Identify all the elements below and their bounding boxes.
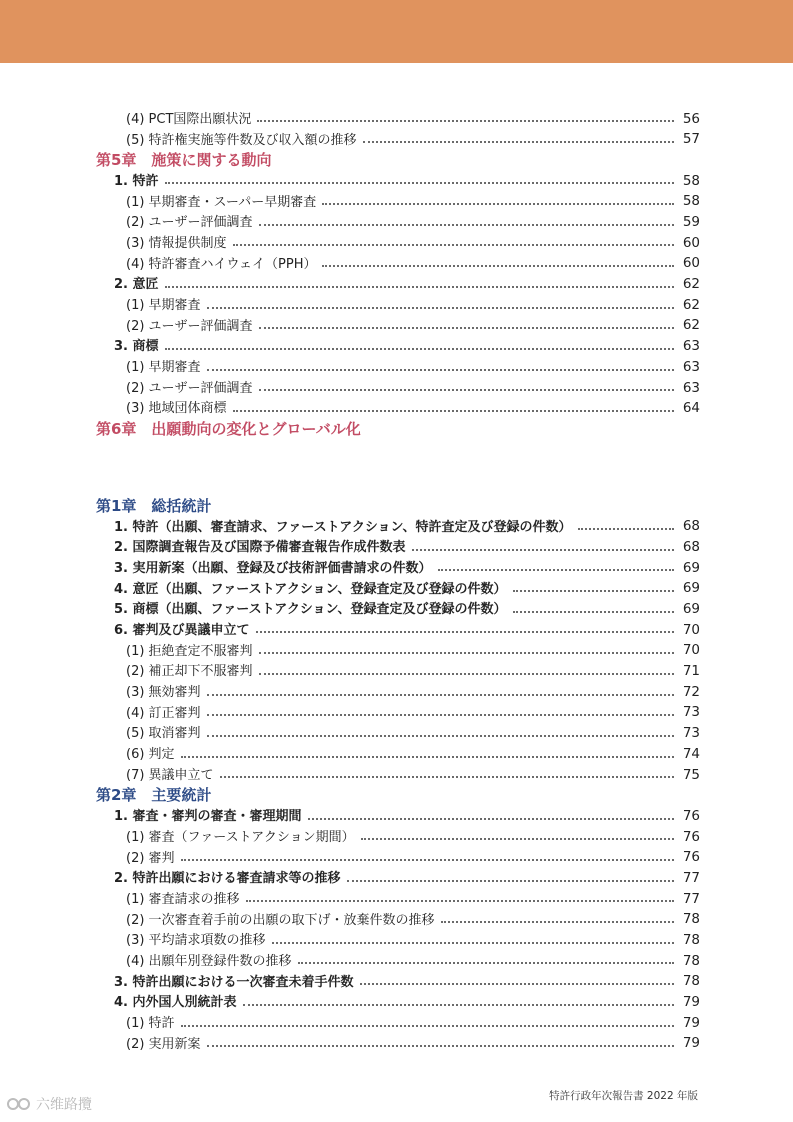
toc-page-number: 77 bbox=[682, 869, 700, 886]
toc-entry-label: (3) 情報提供制度 bbox=[126, 235, 227, 251]
section-gap bbox=[96, 440, 700, 496]
toc-page-number: 79 bbox=[682, 1014, 700, 1031]
toc-entry-label: (4) PCT国際出願状況 bbox=[126, 111, 252, 127]
dot-leader bbox=[308, 818, 674, 820]
watermark-logo-icon bbox=[6, 1096, 32, 1112]
toc-entry-label: 4. 意匠（出願、ファーストアクション、登録査定及び登録の件数） bbox=[114, 581, 507, 597]
dot-leader bbox=[256, 631, 674, 633]
toc-entry-label: 1. 審査・審判の審査・審理期間 bbox=[114, 809, 302, 825]
dot-leader bbox=[259, 652, 674, 654]
toc-page-number: 73 bbox=[682, 704, 700, 721]
dot-leader bbox=[181, 859, 674, 861]
toc-entry[interactable] bbox=[96, 109, 700, 130]
toc-entry-label: (1) 審査（ファーストアクション期間） bbox=[126, 829, 355, 845]
dot-leader bbox=[360, 983, 674, 985]
dot-leader bbox=[207, 694, 674, 696]
dot-leader bbox=[246, 900, 674, 902]
toc-entry-label: (2) 補正却下不服審判 bbox=[126, 664, 253, 680]
toc-entry-label: 2. 特許出願における審査請求等の推移 bbox=[114, 871, 341, 887]
toc-page-number: 79 bbox=[682, 1035, 700, 1052]
dot-leader bbox=[513, 611, 674, 613]
toc-entry-label: (1) 早期審査 bbox=[126, 298, 201, 314]
toc-entry-label: (2) ユーザー評価調査 bbox=[126, 318, 253, 334]
toc-chapter-heading bbox=[96, 786, 700, 807]
toc-entry[interactable] bbox=[96, 212, 700, 233]
toc-entry[interactable] bbox=[96, 868, 700, 889]
toc-entry-label: (2) 一次審査着手前の出願の取下げ・放棄件数の推移 bbox=[126, 912, 435, 928]
toc-chapter-heading bbox=[96, 419, 700, 440]
toc-entry-label: 1. 特許 bbox=[114, 173, 159, 189]
toc-page-number: 56 bbox=[682, 110, 700, 127]
dot-leader bbox=[363, 141, 674, 143]
dot-leader bbox=[181, 1025, 674, 1027]
toc-entry-label: 3. 商標 bbox=[114, 339, 159, 355]
dot-leader bbox=[207, 307, 674, 309]
dot-leader bbox=[347, 880, 674, 882]
dot-leader bbox=[257, 120, 674, 122]
toc-entry[interactable] bbox=[96, 130, 700, 151]
toc-page-number: 63 bbox=[682, 358, 700, 375]
toc-page-number: 58 bbox=[682, 172, 700, 189]
toc-entry[interactable] bbox=[96, 316, 700, 337]
toc-page-number: 78 bbox=[682, 932, 700, 949]
toc-page-number: 78 bbox=[682, 911, 700, 928]
toc-entry-label: (5) 特許権実施等件数及び収入額の推移 bbox=[126, 132, 357, 148]
toc-entry[interactable] bbox=[96, 848, 700, 869]
dot-leader bbox=[165, 286, 674, 288]
dot-leader bbox=[207, 714, 674, 716]
toc-page-number: 76 bbox=[682, 849, 700, 866]
dot-leader bbox=[441, 921, 674, 923]
dot-leader bbox=[207, 735, 674, 737]
toc-entry[interactable] bbox=[96, 275, 700, 296]
toc-page-number: 62 bbox=[682, 276, 700, 293]
toc-entry[interactable] bbox=[96, 620, 700, 641]
toc-chapter-heading bbox=[96, 150, 700, 171]
toc-entry-label: (2) 審判 bbox=[126, 850, 175, 866]
toc-entry[interactable] bbox=[96, 254, 700, 275]
toc-entry[interactable] bbox=[96, 993, 700, 1014]
toc-entry[interactable] bbox=[96, 930, 700, 951]
toc-page-number: 64 bbox=[682, 400, 700, 417]
toc-entry[interactable] bbox=[96, 192, 700, 213]
toc-entry-label: (1) 特許 bbox=[126, 1016, 175, 1032]
toc-entry-label: (3) 地域団体商標 bbox=[126, 401, 227, 417]
dot-leader bbox=[322, 265, 674, 267]
toc-entry-label: (2) 実用新案 bbox=[126, 1036, 201, 1052]
toc-page-number: 72 bbox=[682, 683, 700, 700]
dot-leader bbox=[578, 528, 674, 530]
toc-page-number: 59 bbox=[682, 214, 700, 231]
toc-page-number: 58 bbox=[682, 193, 700, 210]
toc-entry[interactable] bbox=[96, 599, 700, 620]
dot-leader bbox=[220, 776, 674, 778]
dot-leader bbox=[207, 1045, 674, 1047]
chapter-title: 第5章 施策に関する動向 bbox=[96, 151, 272, 170]
toc-entry[interactable] bbox=[96, 827, 700, 848]
toc-entry-label: (4) 訂正審判 bbox=[126, 705, 201, 721]
toc-entry[interactable] bbox=[96, 378, 700, 399]
toc-entry-label: (1) 早期審査・スーパー早期審査 bbox=[126, 194, 317, 210]
toc-entry-label: 3. 実用新案（出願、登録及び技術評価書請求の件数） bbox=[114, 560, 432, 576]
watermark bbox=[6, 1094, 92, 1114]
toc-page-number: 74 bbox=[682, 745, 700, 762]
toc-page-number: 70 bbox=[682, 642, 700, 659]
toc-entry[interactable] bbox=[96, 579, 700, 600]
toc-entry-label: 2. 意匠 bbox=[114, 277, 159, 293]
toc-section-upper bbox=[96, 109, 700, 440]
chapter-title: 第2章 主要統計 bbox=[96, 786, 212, 805]
dot-leader bbox=[259, 224, 674, 226]
toc-entry[interactable] bbox=[96, 682, 700, 703]
toc-entry[interactable] bbox=[96, 171, 700, 192]
dot-leader bbox=[272, 942, 674, 944]
toc-entry-label: 4. 内外国人別統計表 bbox=[114, 995, 237, 1011]
toc-entry[interactable] bbox=[96, 295, 700, 316]
dot-leader bbox=[513, 590, 674, 592]
toc-page-number: 78 bbox=[682, 952, 700, 969]
toc-entry-label: 5. 商標（出願、ファーストアクション、登録査定及び登録の件数） bbox=[114, 602, 507, 618]
toc-entry-label: (3) 無効審判 bbox=[126, 685, 201, 701]
toc-page-number: 68 bbox=[682, 518, 700, 535]
table-of-contents bbox=[96, 109, 700, 1055]
toc-entry-label: (1) 審査請求の推移 bbox=[126, 891, 240, 907]
toc-page-number: 68 bbox=[682, 538, 700, 555]
toc-chapter-heading bbox=[96, 496, 700, 517]
dot-leader bbox=[438, 569, 674, 571]
dot-leader bbox=[207, 369, 674, 371]
dot-leader bbox=[259, 327, 674, 329]
toc-entry-label: (4) 特許審査ハイウェイ（PPH） bbox=[126, 256, 317, 272]
toc-page-number: 62 bbox=[682, 296, 700, 313]
toc-entry-label: (2) ユーザー評価調査 bbox=[126, 380, 253, 396]
dot-leader bbox=[243, 1004, 674, 1006]
toc-entry-label: (1) 拒絶査定不服審判 bbox=[126, 643, 253, 659]
toc-page-number: 79 bbox=[682, 994, 700, 1011]
toc-page-number: 75 bbox=[682, 766, 700, 783]
toc-page-number: 63 bbox=[682, 379, 700, 396]
toc-page-number: 69 bbox=[682, 559, 700, 576]
toc-entry-label: 6. 審判及び異議申立て bbox=[114, 622, 250, 638]
dot-leader bbox=[165, 182, 674, 184]
toc-page-number: 76 bbox=[682, 828, 700, 845]
toc-entry[interactable] bbox=[96, 951, 700, 972]
footer-publication-title: 特許行政年次報告書 2022 年版 bbox=[549, 1090, 698, 1102]
toc-entry[interactable] bbox=[96, 641, 700, 662]
toc-page-number: 62 bbox=[682, 317, 700, 334]
toc-entry[interactable] bbox=[96, 972, 700, 993]
toc-entry-label: (2) ユーザー評価調査 bbox=[126, 215, 253, 231]
dot-leader bbox=[361, 838, 674, 840]
dot-leader bbox=[322, 203, 674, 205]
toc-entry[interactable] bbox=[96, 765, 700, 786]
toc-page-number: 78 bbox=[682, 973, 700, 990]
watermark-text: 六维路攬 bbox=[36, 1097, 92, 1113]
toc-entry-label: (5) 取消審判 bbox=[126, 726, 201, 742]
chapter-title: 第1章 総括統計 bbox=[96, 496, 212, 515]
dot-leader bbox=[165, 348, 674, 350]
dot-leader bbox=[233, 410, 674, 412]
toc-entry[interactable] bbox=[96, 1013, 700, 1034]
dot-leader bbox=[259, 389, 674, 391]
toc-entry-label: 2. 国際調査報告及び国際予備審査報告作成件数表 bbox=[114, 540, 406, 556]
chapter-title: 第6章 出願動向の変化とグローバル化 bbox=[96, 420, 361, 439]
toc-entry-label: 1. 特許（出願、審査請求、ファーストアクション、特許査定及び登録の件数） bbox=[114, 519, 572, 535]
toc-entry[interactable] bbox=[96, 537, 700, 558]
toc-entry[interactable] bbox=[96, 910, 700, 931]
toc-entry[interactable] bbox=[96, 744, 700, 765]
toc-page-number: 60 bbox=[682, 255, 700, 272]
toc-page-number: 77 bbox=[682, 890, 700, 907]
toc-page-number: 76 bbox=[682, 807, 700, 824]
toc-entry[interactable] bbox=[96, 233, 700, 254]
toc-entry[interactable] bbox=[96, 889, 700, 910]
toc-page-number: 69 bbox=[682, 601, 700, 618]
toc-entry[interactable] bbox=[96, 357, 700, 378]
toc-entry[interactable] bbox=[96, 337, 700, 358]
toc-page-number: 71 bbox=[682, 663, 700, 680]
header-band bbox=[0, 0, 793, 63]
dot-leader bbox=[412, 549, 674, 551]
toc-page-number: 57 bbox=[682, 131, 700, 148]
toc-page-number: 69 bbox=[682, 580, 700, 597]
toc-entry-label: 3. 特許出願における一次審査未着手件数 bbox=[114, 974, 354, 990]
toc-entry[interactable] bbox=[96, 662, 700, 683]
toc-entry-label: (4) 出願年別登録件数の推移 bbox=[126, 953, 292, 969]
toc-page-number: 70 bbox=[682, 621, 700, 638]
toc-entry[interactable] bbox=[96, 517, 700, 538]
dot-leader bbox=[233, 244, 674, 246]
dot-leader bbox=[298, 962, 674, 964]
toc-entry[interactable] bbox=[96, 558, 700, 579]
toc-section-lower bbox=[96, 496, 700, 1055]
toc-entry[interactable] bbox=[96, 1034, 700, 1055]
toc-entry-label: (6) 判定 bbox=[126, 747, 175, 763]
toc-entry[interactable] bbox=[96, 703, 700, 724]
toc-page-number: 73 bbox=[682, 725, 700, 742]
toc-entry-label: (3) 平均請求項数の推移 bbox=[126, 933, 266, 949]
toc-entry[interactable] bbox=[96, 399, 700, 420]
dot-leader bbox=[181, 756, 674, 758]
toc-entry[interactable] bbox=[96, 724, 700, 745]
toc-entry-label: (7) 異議申立て bbox=[126, 767, 214, 783]
toc-entry-label: (1) 早期審査 bbox=[126, 360, 201, 376]
toc-page-number: 60 bbox=[682, 234, 700, 251]
toc-page-number: 63 bbox=[682, 338, 700, 355]
dot-leader bbox=[259, 673, 674, 675]
toc-entry[interactable] bbox=[96, 806, 700, 827]
